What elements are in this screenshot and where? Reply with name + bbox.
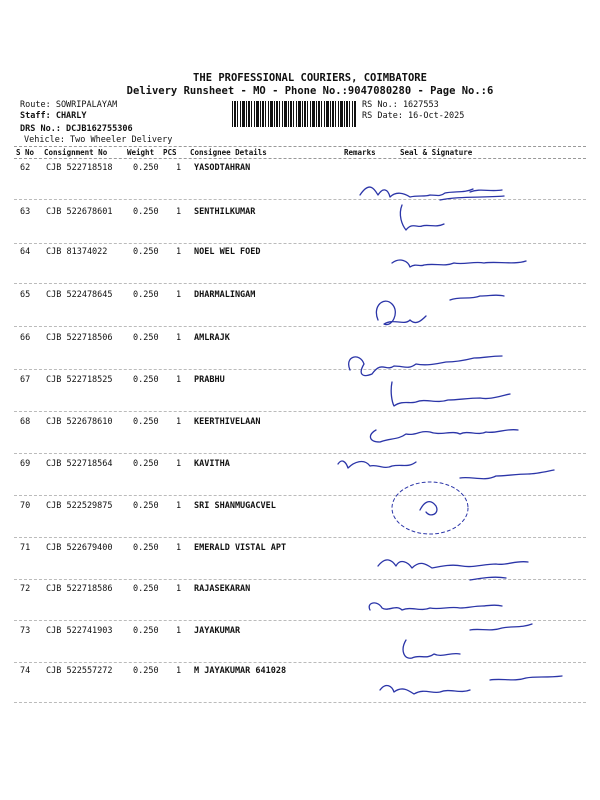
rs-number: RS No.: 1627553 (362, 100, 439, 110)
row-weight: 0.250 (133, 207, 159, 217)
row-pcs: 1 (176, 543, 182, 553)
courier-title: THE PROFESSIONAL COURIERS, COIMBATORE (193, 72, 427, 84)
row-pcs: 1 (176, 290, 182, 300)
row-weight: 0.250 (133, 501, 159, 511)
row-weight: 0.250 (133, 666, 159, 676)
consignee-name: DHARMALINGAM (194, 290, 256, 300)
consignment-number: CJB 522679400 (46, 543, 113, 553)
consignee-name: M JAYAKUMAR 641028 (194, 666, 287, 676)
consignee-name: KAVITHA (194, 459, 230, 469)
consignment-number: CJB 522741903 (46, 626, 113, 636)
row-pcs: 1 (176, 375, 182, 385)
drs-number: DRS No.: DCJB162755306 (20, 124, 133, 134)
consignee-name: PRABHU (194, 375, 225, 385)
row-weight: 0.250 (133, 626, 159, 636)
consignee-name: SRI SHANMUGACVEL (194, 501, 276, 511)
consignee-name: EMERALD VISTAL APT (194, 543, 287, 553)
column-header-remarks: Remarks (344, 148, 376, 157)
row-sno: 65 (20, 290, 31, 300)
row-sno: 64 (20, 247, 31, 257)
column-header-consignment: Consignment No (44, 148, 108, 157)
row-pcs: 1 (176, 626, 182, 636)
row-weight: 0.250 (133, 333, 159, 343)
consignment-number: CJB 522678610 (46, 417, 113, 427)
row-sno: 72 (20, 584, 31, 594)
row-sno: 73 (20, 626, 31, 636)
consignee-name: SENTHILKUMAR (194, 207, 256, 217)
consignee-name: NOEL WEL FOED (194, 247, 261, 257)
row-pcs: 1 (176, 501, 182, 511)
consignment-number: CJB 522678601 (46, 207, 113, 217)
consignee-name: AMLRAJK (194, 333, 230, 343)
rs-date: RS Date: 16-Oct-2025 (362, 111, 465, 121)
row-weight: 0.250 (133, 247, 159, 257)
consignee-name: YASODTAHRAN (194, 163, 251, 173)
row-sno: 70 (20, 501, 31, 511)
row-weight: 0.250 (133, 584, 159, 594)
consignment-number: CJB 522718564 (46, 459, 113, 469)
consignment-number: CJB 522718525 (46, 375, 113, 385)
row-weight: 0.250 (133, 459, 159, 469)
row-weight: 0.250 (133, 543, 159, 553)
row-pcs: 1 (176, 584, 182, 594)
consignment-number: CJB 522718518 (46, 163, 113, 173)
row-weight: 0.250 (133, 417, 159, 427)
row-sno: 68 (20, 417, 31, 427)
runsheet-subtitle: Delivery Runsheet - MO - Phone No.:9047080280 - Page No.:6 (126, 85, 494, 97)
row-sno: 67 (20, 375, 31, 385)
consignee-name: KEERTHIVELAAN (194, 417, 261, 427)
row-sno: 71 (20, 543, 31, 553)
consignment-number: CJB 522557272 (46, 666, 113, 676)
consignment-number: CJB 522718586 (46, 584, 113, 594)
consignment-number: CJB 522529875 (46, 501, 113, 511)
row-sno: 62 (20, 163, 31, 173)
row-pcs: 1 (176, 459, 182, 469)
row-pcs: 1 (176, 417, 182, 427)
staff-label: Staff: CHARLY (20, 111, 87, 121)
consignment-number: CJB 81374022 (46, 247, 108, 257)
vehicle-label: Vehicle: Two Wheeler Delivery (24, 135, 173, 145)
row-sno: 66 (20, 333, 31, 343)
row-sno: 63 (20, 207, 31, 217)
consignment-number: CJB 522478645 (46, 290, 113, 300)
row-pcs: 1 (176, 207, 182, 217)
row-pcs: 1 (176, 163, 182, 173)
column-header-consignee: Consignee Details (190, 148, 267, 157)
row-sno: 69 (20, 459, 31, 469)
consignee-name: RAJASEKARAN (194, 584, 251, 594)
column-header-weight: Weight (127, 148, 155, 157)
column-header-pcs: PCS (163, 148, 177, 157)
route-label: Route: SOWRIPALAYAM (20, 100, 118, 110)
row-pcs: 1 (176, 247, 182, 257)
column-header-seal: Seal & Signature (400, 148, 473, 157)
row-weight: 0.250 (133, 290, 159, 300)
row-weight: 0.250 (133, 375, 159, 385)
consignment-number: CJB 522718506 (46, 333, 113, 343)
row-sno: 74 (20, 666, 31, 676)
row-pcs: 1 (176, 333, 182, 343)
column-header-sno: S No (16, 148, 35, 157)
consignee-name: JAYAKUMAR (194, 626, 241, 636)
row-weight: 0.250 (133, 163, 159, 173)
row-pcs: 1 (176, 666, 182, 676)
